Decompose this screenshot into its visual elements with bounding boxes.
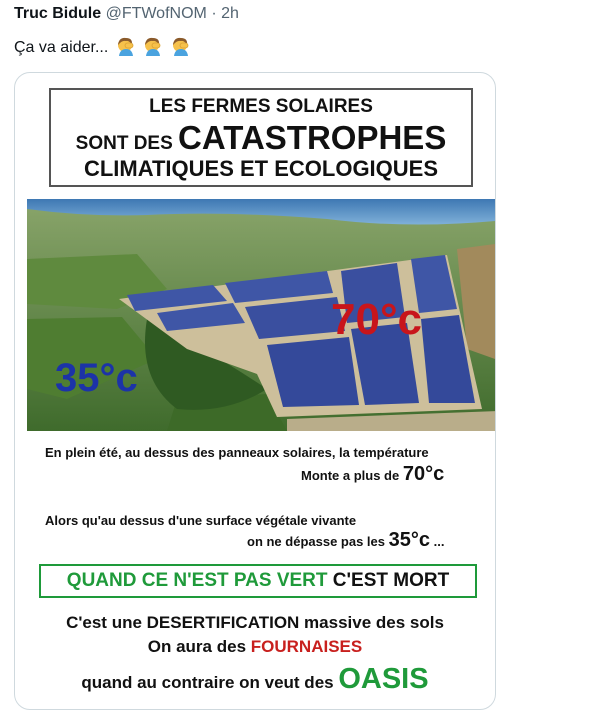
para2-line2-text: on ne dépasse pas les (247, 534, 386, 549)
header-separator: · (211, 5, 217, 22)
poster-title-line3: CLIMATIQUES ET ECOLOGIQUES (83, 156, 439, 181)
tweet-media-card[interactable] (14, 72, 496, 710)
poster-title-line2-prefix: SONT DES (75, 133, 173, 154)
tweet-header (14, 5, 239, 23)
temp-vegetation-label: 35°c (55, 356, 138, 400)
poster-title-line1: LES FERMES SOLAIRES (149, 96, 373, 117)
author-handle[interactable]: @FTWofNOM (105, 5, 207, 22)
para1-line2-value: 70°c (402, 463, 445, 485)
para1-line1: En plein été, au dessus des panneaux solaires, la température (45, 445, 429, 460)
poster-title-line2 (51, 119, 471, 157)
tweet-text (14, 36, 191, 57)
para2-line2 (247, 529, 444, 552)
bottom-line3-oasis: OASIS (338, 663, 429, 695)
tweet-text-content: Ça va aider... (14, 39, 109, 56)
bottom-line3 (15, 663, 495, 696)
para2-line2-suffix: ... (433, 534, 445, 549)
temp-panels-label: 70°c (331, 295, 423, 344)
bottom-line3-prefix: quand au contraire on veut des (81, 673, 334, 692)
author-name[interactable]: Truc Bidule (14, 5, 102, 22)
poster-title-box (49, 88, 473, 187)
para1-line2-text: Monte a plus de (301, 468, 400, 483)
man-facepalming-icon (116, 36, 136, 56)
slogan-green-text: QUAND CE N'EST PAS VERT (66, 570, 328, 591)
tweet-time[interactable]: 2h (221, 5, 239, 22)
bottom-line2 (15, 637, 495, 657)
para1-line2 (301, 463, 444, 486)
slogan-black-text: C'EST MORT (332, 570, 450, 591)
bottom-line2-fournaises: FOURNAISES (250, 637, 363, 656)
man-facepalming-icon (171, 36, 191, 56)
man-facepalming-icon (143, 36, 163, 56)
bottom-line1: C'est une DESERTIFICATION massive des sols (66, 613, 444, 632)
poster-title-catastrophes: CATASTROPHES (178, 119, 447, 156)
para2-line1: Alors qu'au dessus d'une surface végétale vivante (45, 513, 357, 528)
para2-line2-value: 35°c (388, 529, 431, 551)
green-slogan-box (39, 564, 477, 598)
bottom-line2-prefix: On aura des (147, 637, 247, 656)
